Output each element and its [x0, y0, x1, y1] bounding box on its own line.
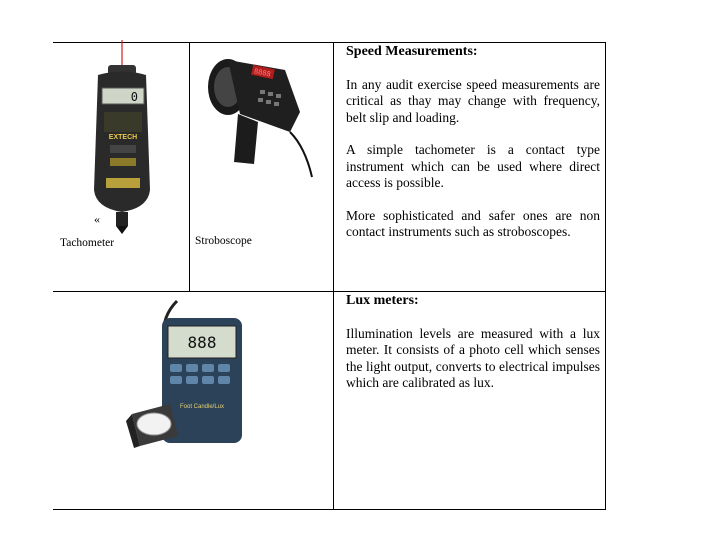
lux-meters-text — [346, 293, 600, 408]
tach-mark: « — [94, 212, 100, 226]
speed-paragraph-2: A simple tachometer is a contact type instrument which can be used where direct access is possible. — [346, 142, 600, 190]
lux-meters-title: Lux meters: — [346, 293, 419, 308]
speed-paragraph-1: In any audit exercise speed measurements are critical as thay may change with frequency, belt slip and loading. — [346, 76, 600, 125]
tach-display: 0 — [130, 90, 138, 104]
stroboscope-caption: Stroboscope — [195, 235, 252, 247]
tachometer-caption: Tachometer — [60, 237, 115, 249]
row-divider — [53, 291, 606, 292]
column-divider-1 — [189, 42, 190, 291]
meter-label: Foot Candle/Lux — [179, 404, 225, 410]
tach-brand: EXTECH — [108, 134, 138, 141]
column-divider-2 — [333, 42, 334, 510]
speed-measurements-text — [346, 44, 600, 257]
speed-paragraph-3: More sophisticated and safer ones are non contact instruments such as stroboscopes. — [346, 207, 600, 239]
speed-measurements-title: Speed Measurements: — [346, 44, 478, 59]
tachometer-image — [80, 40, 170, 245]
meter-display: 888 — [187, 333, 217, 352]
lux-meter-image — [122, 296, 252, 456]
lux-paragraph-1: Illumination levels are measured with a lux meter. It consists of a photo cell which senses the light output, converts to electrical impulses which are calibrated as lux. — [346, 325, 600, 390]
stroboscope-image — [200, 52, 325, 182]
strobe-display: 8888 — [253, 67, 272, 79]
